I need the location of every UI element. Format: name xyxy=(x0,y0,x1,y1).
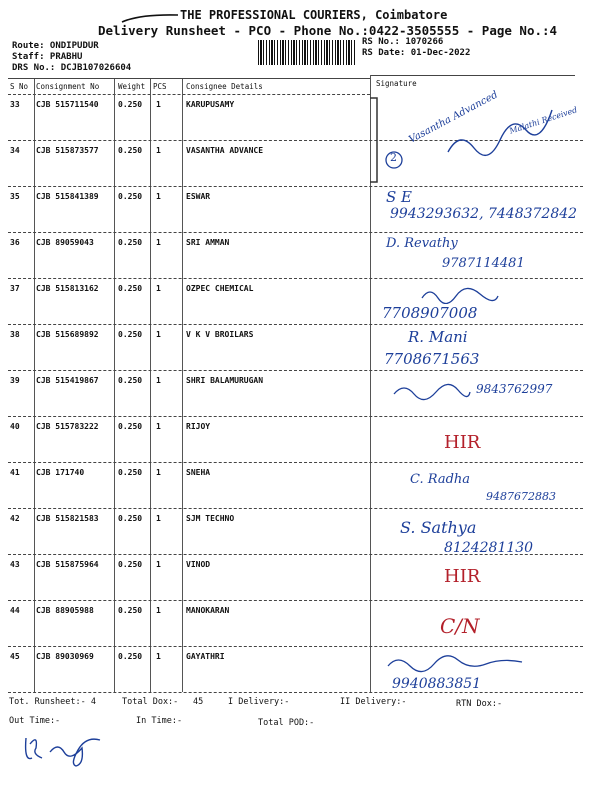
bracket-icon xyxy=(368,96,382,186)
row-divider xyxy=(8,416,583,417)
col-sno: S No xyxy=(10,82,29,91)
staff-signature-icon xyxy=(20,728,120,768)
total-dox-label: Total Dox:- xyxy=(122,697,179,707)
rs-date: RS Date: 01-Dec-2022 xyxy=(362,48,471,58)
signature-44-mark: C/N xyxy=(440,614,480,638)
row-divider xyxy=(8,508,583,509)
signature-top-rule xyxy=(370,75,575,76)
col-signature: Signature xyxy=(376,79,417,88)
tot-runsheet: Tot. Runsheet:- 4 xyxy=(9,697,96,707)
signature-43-mark: HIR xyxy=(444,566,481,587)
table-top-rule xyxy=(8,78,370,79)
rtn-dox-label: RTN Dox:- xyxy=(456,699,503,709)
total-dox-value: 45 xyxy=(193,697,204,707)
page-title: THE PROFESSIONAL COURIERS, Coimbatore xyxy=(180,8,448,22)
table-row: 45 CJB 89030969 0.250 1 GAYATHRI xyxy=(10,652,225,661)
table-row: 44 CJB 88905988 0.250 1 MANOKARAN xyxy=(10,606,230,615)
signature-35-name: S E xyxy=(386,188,412,206)
table-row: 37 CJB 515813162 0.250 1 OZPEC CHEMICAL xyxy=(10,284,254,293)
table-row: 40 CJB 515783222 0.250 1 RIJOY xyxy=(10,422,211,431)
signature-41-phone: 9487672883 xyxy=(486,490,556,503)
signature-42-name: S. Sathya xyxy=(400,518,477,537)
table-row: 42 CJB 515821583 0.250 1 SJM TECHNO xyxy=(10,514,235,523)
signature-note: Malathi Received xyxy=(508,105,579,136)
out-time-label: Out Time:- xyxy=(9,716,61,726)
col-consignment: Consignment No xyxy=(36,82,100,91)
col-pcs: PCS xyxy=(153,82,167,91)
signature-36-phone: 9787114481 xyxy=(442,256,525,271)
signature-37-phone: 7708907008 xyxy=(382,304,478,322)
row-divider xyxy=(8,462,583,463)
signature-38-name: R. Mani xyxy=(408,328,468,346)
table-row: 35 CJB 515841389 0.250 1 ESWAR xyxy=(10,192,211,201)
table-row: 43 CJB 515875964 0.250 1 VINOD xyxy=(10,560,211,569)
table-row: 39 CJB 515419867 0.250 1 SHRI BALAMURUGAN xyxy=(10,376,264,385)
in-time-label: In Time:- xyxy=(136,716,183,726)
row-divider xyxy=(8,692,583,693)
row-divider xyxy=(8,186,583,187)
table-row: 33 CJB 515711540 0.250 1 KARUPUSAMY xyxy=(10,100,235,109)
signature-40-mark: HIR xyxy=(444,432,481,453)
row-divider xyxy=(8,278,583,279)
signature-circle-number: 2 xyxy=(390,151,397,164)
table-row: 38 CJB 515689892 0.250 1 V K V BROILARS xyxy=(10,330,254,339)
ii-delivery-label: II Delivery:- xyxy=(340,697,407,707)
signature-39-phone: 9843762997 xyxy=(476,382,553,396)
total-pod-label: Total POD:- xyxy=(258,718,315,728)
table-row: 36 CJB 89059043 0.250 1 SRI AMMAN xyxy=(10,238,230,247)
signature-scribble-icon xyxy=(386,652,526,676)
signature-scribble-icon xyxy=(392,380,472,402)
page-subtitle: Delivery Runsheet - PCO - Phone No.:0422-3505555 - Page No.:4 xyxy=(98,23,558,38)
signature-35-phone: 9943293632, 7448372842 xyxy=(390,206,578,222)
row-divider xyxy=(8,370,583,371)
row-divider xyxy=(8,324,583,325)
signature-45-phone: 9940883851 xyxy=(392,676,482,692)
signature-scribble-icon xyxy=(420,286,500,304)
staff-label: Staff: PRABHU xyxy=(12,52,83,62)
signature-41-name: C. Radha xyxy=(410,472,471,487)
signature-stamp: Vasantha Advanced xyxy=(407,89,500,146)
handwriting-scribble-icon xyxy=(440,100,560,160)
signature-38-phone: 7708671563 xyxy=(384,350,480,368)
row-divider xyxy=(8,646,583,647)
row-divider xyxy=(8,232,583,233)
drs-number: DRS No.: DCJB107026604 xyxy=(12,63,132,73)
table-row: 41 CJB 171740 0.250 1 SNEHA xyxy=(10,468,211,477)
signature-42-phone: 8124281130 xyxy=(444,540,534,556)
table-row: 34 CJB 515873577 0.250 1 VASANTHA ADVANCE xyxy=(10,146,264,155)
col-weight: Weight xyxy=(118,82,146,91)
i-delivery-label: I Delivery:- xyxy=(228,697,290,707)
rs-number: RS No.: 1070266 xyxy=(362,37,444,47)
row-divider xyxy=(8,600,583,601)
col-consignee: Consignee Details xyxy=(186,82,263,91)
route-label: Route: ONDIPUDUR xyxy=(12,41,99,51)
signature-36-name: D. Revathy xyxy=(386,236,458,251)
barcode-icon xyxy=(258,40,356,65)
